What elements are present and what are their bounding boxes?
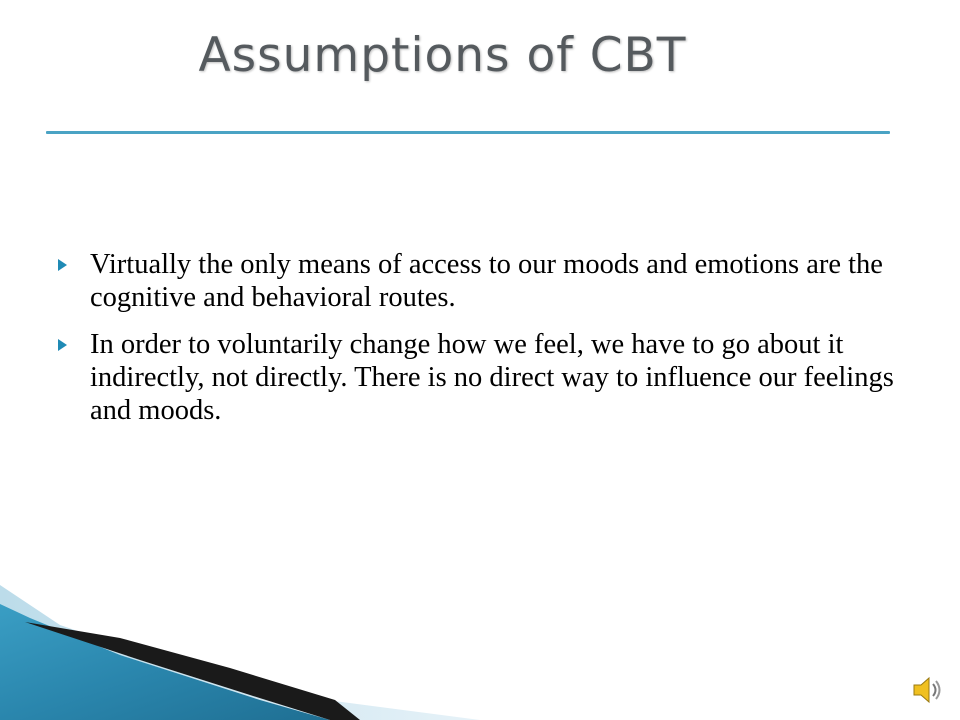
bullet-text: Virtually the only means of access to our moods and emotions are the cognitive and behavioral routes. [90,249,883,313]
bullet-text: In order to voluntarily change how we feel, we have to go about it indirectly, not directly. There is no direct way to influence our feelings and moods. [90,329,894,426]
speaker-icon[interactable] [910,672,946,708]
slide-title: Assumptions of CBT [198,28,687,83]
